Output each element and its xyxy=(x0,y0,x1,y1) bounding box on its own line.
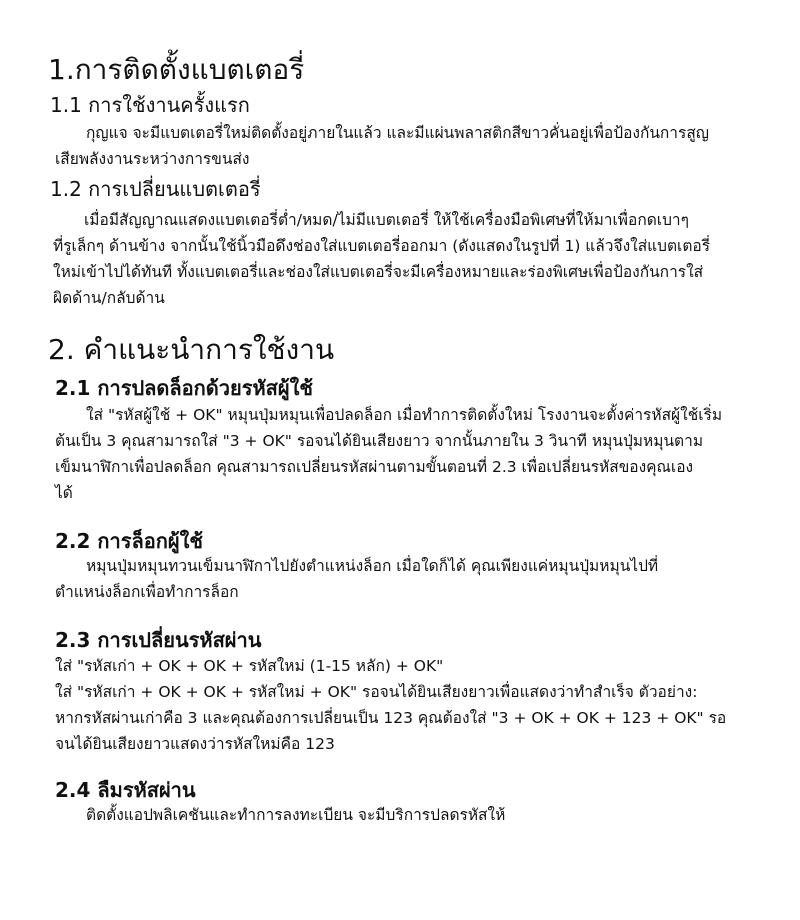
subsection-2-1-body xyxy=(55,402,765,506)
text-line: ต้นเป็น 3 คุณสามารถใส่ "3 + OK" รอจนได้ยินเสียงยาว จากนั้นภายใน 3 วินาที หมุนปุ่มหมุนตาม xyxy=(55,432,704,450)
text-line: ได้ xyxy=(55,484,73,502)
text-line: ที่รูเล็กๆ ด้านข้าง จากนั้นใช้นิ้วมือดึงช่องใส่แบตเตอรี่ออกมา (ดังแสดงในรูปที่ 1) แล้วจึงใส่แบตเตอรี่ xyxy=(53,237,711,255)
section-2-title: 2. คำแนะนำการใช้งาน xyxy=(48,333,335,366)
subsection-1-1-title: 1.1 การใช้งานครั้งแรก xyxy=(50,93,250,117)
text-line: ติดตั้งแอปพลิเคชันและทำการลงทะเบียน จะมีบริการปลดรหัสให้ xyxy=(86,806,506,824)
subsection-1-2-body xyxy=(53,207,763,311)
subsection-2-2-title: 2.2 การล็อกผู้ใช้ xyxy=(55,529,203,553)
text-line: เข็มนาฬิกาเพื่อปลดล็อก คุณสามารถเปลี่ยนรหัสผ่านตามขั้นตอนที่ 2.3 เพื่อเปลี่ยนรหัสของคุณเอง xyxy=(55,458,694,476)
subsection-2-4-body xyxy=(55,802,765,828)
text-line: ผิดด้าน/กลับด้าน xyxy=(53,289,165,307)
subsection-1-1-body xyxy=(55,120,765,172)
text-line: หากรหัสผ่านเก่าคือ 3 และคุณต้องการเปลี่ยนเป็น 123 คุณต้องใส่ "3 + OK + OK + 123 + OK" รอ xyxy=(55,709,727,727)
text-line: หมุนปุ่มหมุนทวนเข็มนาฬิกาไปยังตำแหน่งล็อก เมื่อใดก็ได้ คุณเพียงแค่หมุนปุ่มหมุนไปที่ xyxy=(86,557,659,575)
section-1-title: 1.การติดตั้งแบตเตอรี่ xyxy=(48,53,305,86)
text-line: เสียพลังงานระหว่างการขนส่ง xyxy=(55,150,250,168)
text-line: เมื่อมีสัญญาณแสดงแบตเตอรี่ต่ำ/หมด/ไม่มีแบตเตอรี่ ให้ใช้เครื่องมือพิเศษที่ให้มาเพื่อกดเบาๆ xyxy=(84,211,689,229)
text-line: จนได้ยินเสียงยาวแสดงว่ารหัสใหม่คือ 123 xyxy=(55,735,335,753)
text-line: ตำแหน่งล็อกเพื่อทำการล็อก xyxy=(55,583,239,601)
subsection-2-2-body xyxy=(55,553,765,605)
subsection-1-2-title: 1.2 การเปลี่ยนแบตเตอรี่ xyxy=(50,177,261,201)
subsection-2-4-title: 2.4 ลืมรหัสผ่าน xyxy=(55,778,196,802)
subsection-2-3-title: 2.3 การเปลี่ยนรหัสผ่าน xyxy=(55,628,262,652)
subsection-2-3-body xyxy=(55,653,765,757)
text-line: กุญแจ จะมีแบตเตอรี่ใหม่ติดตั้งอยู่ภายในแล้ว และมีแผ่นพลาสติกสีขาวคั่นอยู่เพื่อป้องกันการสูญ xyxy=(86,124,710,142)
subsection-2-1-title: 2.1 การปลดล็อกด้วยรหัสผู้ใช้ xyxy=(55,376,313,400)
text-line: ใส่ "รหัสผู้ใช้ + OK" หมุนปุ่มหมุนเพื่อปลดล็อก เมื่อทำการติดตั้งใหม่ โรงงานจะตั้งค่ารหัสผู้ใช้เริ่ม xyxy=(86,406,723,424)
text-line: ใหม่เข้าไปได้ทันที ทั้งแบตเตอรี่และช่องใส่แบตเตอรี่จะมีเครื่องหมายและร่องพิเศษเพื่อป้องกันการใส่ xyxy=(53,263,704,281)
text-line: ใส่ "รหัสเก่า + OK + OK + รหัสใหม่ + OK" รอจนได้ยินเสียงยาวเพื่อแสดงว่าทำสำเร็จ ตัวอย่าง: xyxy=(55,683,698,701)
text-line: ใส่ "รหัสเก่า + OK + OK + รหัสใหม่ (1-15 หลัก) + OK" xyxy=(55,657,444,675)
